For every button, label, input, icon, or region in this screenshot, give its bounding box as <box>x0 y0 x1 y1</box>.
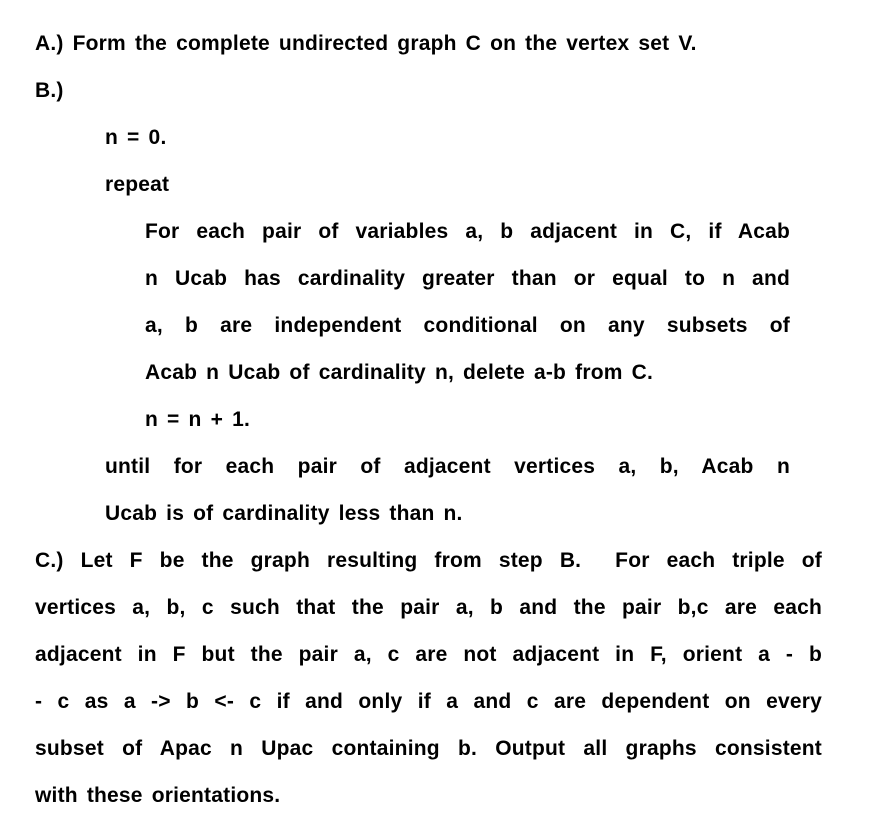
pseudocode-line: repeat <box>105 173 170 196</box>
pseudocode-line: For each pair of variables a, b adjacent in C, if Acab <box>145 220 790 243</box>
pseudocode-line: until for each pair of adjacent vertices a, b, Acab n <box>105 455 790 478</box>
step-c-line: subset of Apac n Upac containing b. Output all graphs consistent <box>35 737 822 760</box>
pseudocode-line: Acab n Ucab of cardinality n, delete a-b from C. <box>145 361 654 384</box>
step-c-line: - c as a -> b <- c if and only if a and c are dependent on every <box>35 690 822 713</box>
pseudocode-line: n = n + 1. <box>145 408 251 431</box>
pseudocode-line: n = 0. <box>105 126 167 149</box>
pseudocode-line: a, b are independent conditional on any subsets of <box>145 314 790 337</box>
step-c-line: vertices a, b, c such that the pair a, b and the pair b,c are each <box>35 596 822 619</box>
step-c-line: with these orientations. <box>35 784 281 807</box>
step-c-line: adjacent in F but the pair a, c are not adjacent in F, orient a - b <box>35 643 822 666</box>
pseudocode-line: Ucab is of cardinality less than n. <box>105 502 463 525</box>
step-c-line: C.) Let F be the graph resulting from step B. For each triple of <box>35 549 822 572</box>
step-b-label: B.) <box>35 79 64 102</box>
pseudocode-line: n Ucab has cardinality greater than or equal to n and <box>145 267 790 290</box>
step-a-line: A.) Form the complete undirected graph C on the vertex set V. <box>35 32 697 55</box>
